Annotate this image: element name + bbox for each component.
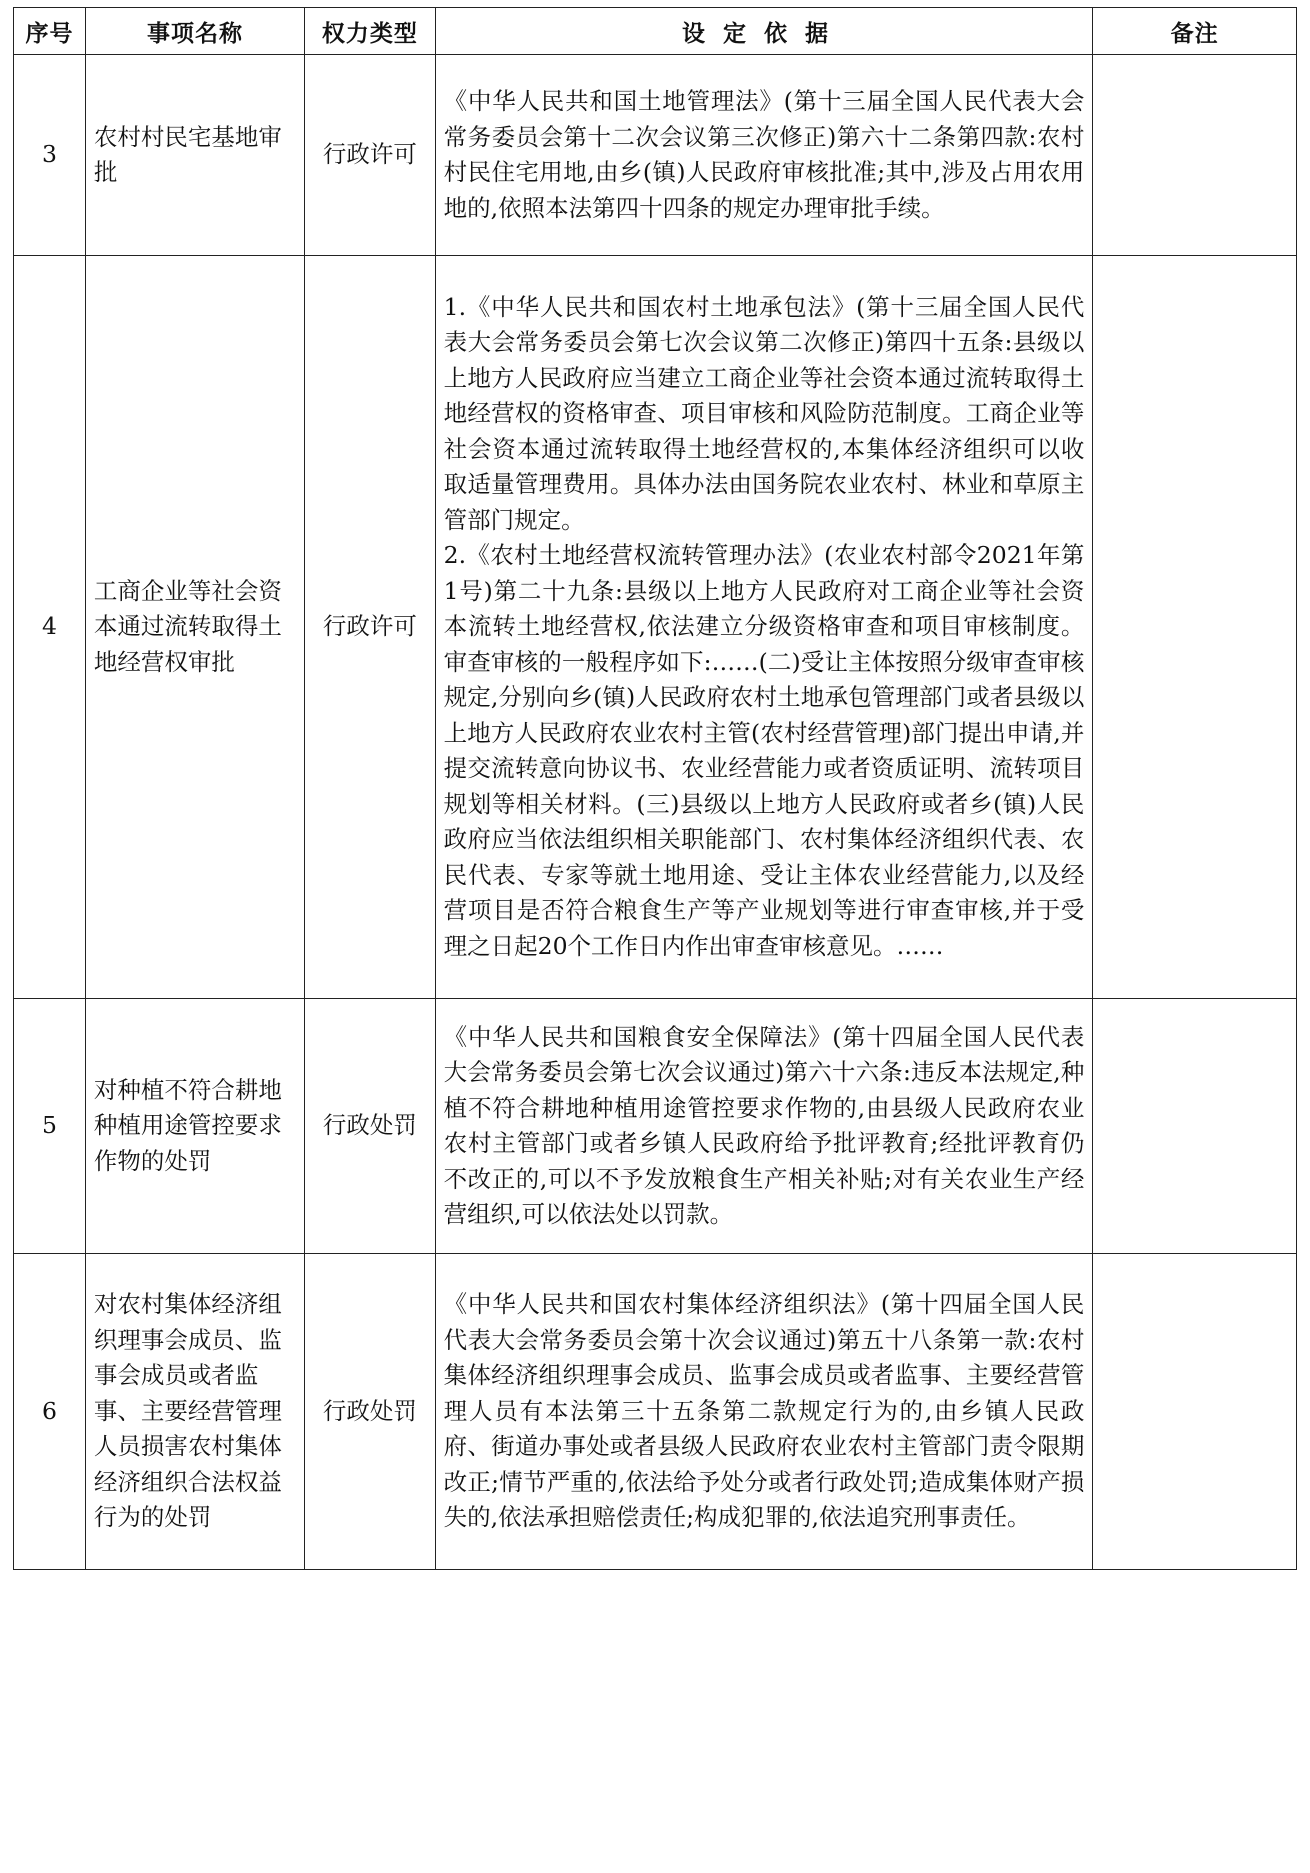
item-name: 工商企业等社会资本通过流转取得土地经营权审批 <box>85 256 304 999</box>
legal-basis <box>435 256 1093 999</box>
item-name: 对农村集体经济组织理事会成员、监事会成员或者监事、主要经营管理人员损害农村集体经济组织合法权益行为的处罚 <box>85 1254 304 1570</box>
basis-paragraph: 《中华人民共和国农村集体经济组织法》(第十四届全国人民代表大会常务委员会第十次会议通过)第五十八条第一款:农村集体经济组织理事会成员、监事会成员或者监事、主要经营管理人员有本法第三十五条第二款规定行为的,由乡镇人民政府、街道办事处或者县级人民政府农业农村主管部门责令限期改正;情节严重的,依法给予处分或者行政处罚;造成集体财产损失的,依法承担赔偿责任;构成犯罪的,依法追究刑事责任。 <box>443 1290 1085 1532</box>
power-type: 行政许可 <box>305 55 436 256</box>
power-type: 行政许可 <box>305 256 436 999</box>
table-row <box>14 55 1297 256</box>
basis-paragraph: 《中华人民共和国土地管理法》(第十三届全国人民代表大会常务委员会第十二次会议第三次修正)第六十二条第四款:农村村民住宅用地,由乡(镇)人民政府审核批准;其中,涉及占用农用地的,依照本法第四十四条的规定办理审批手续。 <box>443 87 1085 222</box>
remarks <box>1093 256 1297 999</box>
table-row <box>14 999 1297 1254</box>
basis-paragraph: 1.《中华人民共和国农村土地承包法》(第十三届全国人民代表大会常务委员会第七次会议第二次修正)第四十五条:县级以上地方人民政府应当建立工商企业等社会资本通过流转取得土地经营权的资格审查、项目审核和风险防范制度。工商企业等社会资本通过流转取得土地经营权的,本集体经济组织可以收取适量管理费用。具体办法由国务院农业农村、林业和草原主管部门规定。 <box>443 292 1085 534</box>
remarks <box>1093 1254 1297 1570</box>
header-note: 备注 <box>1093 8 1297 55</box>
legal-basis <box>435 1254 1093 1570</box>
basis-paragraph: 《中华人民共和国粮食安全保障法》(第十四届全国人民代表大会常务委员会第七次会议通过)第六十六条:违反本法规定,种植不符合耕地种植用途管控要求作物的,由县级人民政府农业农村主管部门或者乡镇人民政府给予批评教育;经批评教育仍不改正的,可以不予发放粮食生产相关补贴;对有关农业生产经营组织,可以依法处以罚款。 <box>443 1022 1085 1228</box>
basis-paragraph: 2.《农村土地经营权流转管理办法》(农业农村部令2021年第1号)第二十九条:县级以上地方人民政府对工商企业等社会资本流转土地经营权,依法建立分级资格审查和项目审核制度。审查审核的一般程序如下:……(二)受让主体按照分级审查审核规定,分别向乡(镇)人民政府农村土地承包管理部门或者县级以上地方人民政府农业农村主管(农村经营管理)部门提出申请,并提交流转意向协议书、农业经营能力或者资质证明、流转项目规划等相关材料。(三)县级以上地方人民政府或者乡(镇)人民政府应当依法组织相关职能部门、农村集体经济组织代表、农民代表、专家等就土地用途、受让主体农业经营能力,以及经营项目是否符合粮食生产等产业规划等进行审查审核,并于受理之日起20个工作日内作出审查审核意见。…… <box>443 541 1085 960</box>
item-name: 农村村民宅基地审批 <box>85 55 304 256</box>
legal-basis <box>435 55 1093 256</box>
row-number: 4 <box>14 256 86 999</box>
header-basis: 设定依据 <box>435 8 1093 55</box>
row-number: 5 <box>14 999 86 1254</box>
legal-basis <box>435 999 1093 1254</box>
remarks <box>1093 55 1297 256</box>
table-row <box>14 1254 1297 1570</box>
header-type: 权力类型 <box>305 8 436 55</box>
power-type: 行政处罚 <box>305 1254 436 1570</box>
remarks <box>1093 999 1297 1254</box>
item-name: 对种植不符合耕地种植用途管控要求作物的处罚 <box>85 999 304 1254</box>
power-type: 行政处罚 <box>305 999 436 1254</box>
header-no: 序号 <box>14 8 86 55</box>
table-row <box>14 256 1297 999</box>
table-header-row <box>14 8 1297 55</box>
document-page <box>13 7 1297 1570</box>
header-name: 事项名称 <box>85 8 304 55</box>
row-number: 6 <box>14 1254 86 1570</box>
powers-table <box>13 7 1297 1570</box>
row-number: 3 <box>14 55 86 256</box>
